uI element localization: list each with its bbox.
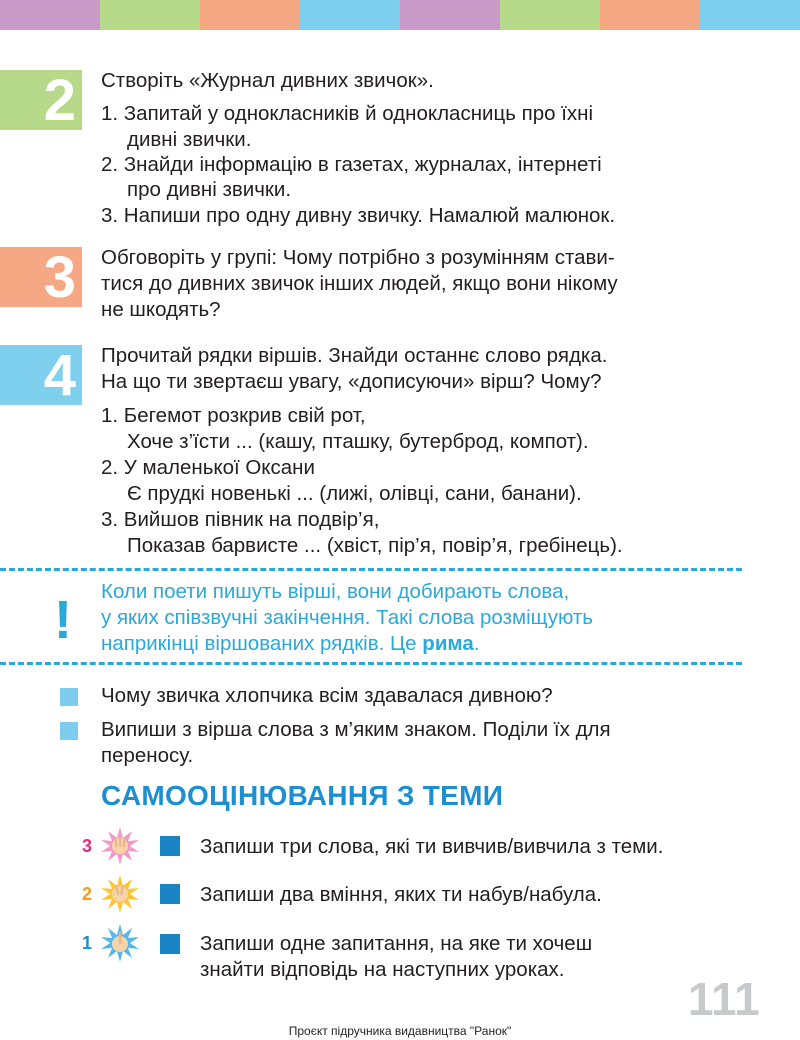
question-bullet-icon	[60, 722, 78, 740]
task-4-line: 2. У маленької Оксани	[101, 456, 315, 479]
question-2: Випиши з вірша слова з м’яким знаком. Поділи їх для	[101, 718, 611, 741]
task-4-line: На що ти звертаєш увагу, «дописуючи» вірш? Чому?	[101, 370, 602, 393]
task-2-line: 2. Знайди інформацію в газетах, журналах, інтернеті	[101, 153, 602, 176]
rhyme-term: рима	[422, 632, 474, 655]
note-line: Коли поети пишуть вірші, вони добирають слова,	[101, 580, 570, 603]
task-marker-icon	[160, 934, 180, 954]
task-marker-icon	[160, 884, 180, 904]
task-number-3: 3	[0, 247, 82, 307]
task-2-line: 1. Запитай у однокласників й однокласниць про їхні	[101, 102, 594, 125]
note-text: наприкінці віршованих рядків. Це	[101, 632, 423, 655]
task-4-line: Прочитай рядки віршів. Знайди останнє слово рядка.	[101, 344, 608, 367]
task-4-line: Показав барвисте ... (хвіст, пір’я, повір’я, гребінець).	[127, 534, 623, 557]
stripe	[500, 0, 600, 30]
one-finger-star-icon	[100, 923, 140, 963]
task-4-line: 1. Бегемот розкрив свій рот,	[101, 404, 366, 427]
task-2-line: дивні звички.	[127, 128, 252, 151]
level-number: 2	[82, 884, 93, 904]
task-4-line: 3. Вийшов півник на подвір’я,	[101, 508, 380, 531]
note-divider-top	[0, 568, 742, 571]
stripe	[0, 0, 100, 30]
level-number: 3	[82, 836, 93, 856]
page-number: 111	[688, 973, 760, 1025]
three-fingers-star-icon	[100, 826, 140, 866]
task-4-line: Є прудкі новенькі ... (лижі, олівці, сани, банани).	[127, 482, 582, 505]
two-fingers-star-icon	[100, 874, 140, 914]
question-2-continued: переносу.	[101, 744, 194, 767]
self-assessment-task-1: Запиши одне запитання, на яке ти хочеш	[200, 932, 593, 955]
note-text: .	[473, 632, 480, 655]
task-marker-icon	[160, 836, 180, 856]
self-assessment-task-1-continued: знайти відповідь на наступних уроках.	[200, 958, 565, 981]
question-1: Чому звичка хлопчика всім здавалася дивною?	[101, 684, 553, 707]
stripe	[400, 0, 500, 30]
task-3-line: тися до дивних звичок інших людей, якщо вони нікому	[101, 272, 618, 295]
exclamation-icon: !	[54, 590, 72, 650]
stripe	[600, 0, 700, 30]
self-assessment-task-3: Запиши три слова, які ти вивчив/вивчила з теми.	[200, 835, 664, 858]
task-2-line: про дивні звички.	[127, 178, 292, 201]
stripe	[100, 0, 200, 30]
footer-credit: Проєкт підручника видавництва "Ранок"	[288, 1024, 512, 1038]
task-2-line: 3. Напиши про одну дивну звичку. Намалюй малюнок.	[101, 204, 616, 227]
task-3-line: не шкодять?	[101, 298, 221, 321]
note-line: у яких співзвучні закінчення. Такі слова розміщують	[101, 606, 593, 629]
self-assessment-heading: САМООЦІНЮВАННЯ З ТЕМИ	[101, 780, 504, 811]
level-number: 1	[82, 933, 93, 953]
stripe	[200, 0, 300, 30]
stripe	[300, 0, 400, 30]
task-2-title: Створіть «Журнал дивних звичок».	[101, 69, 434, 92]
note-line	[101, 631, 479, 657]
task-3-line: Обговоріть у групі: Чому потрібно з розумінням стави-	[101, 246, 615, 269]
task-4-line: Хоче з’їсти ... (кашу, пташку, бутерброд, компот).	[127, 430, 589, 453]
question-bullet-icon	[60, 688, 78, 706]
stripe	[700, 0, 800, 30]
self-assessment-task-2: Запиши два вміння, яких ти набув/набула.	[200, 883, 602, 906]
task-number-2: 2	[0, 70, 82, 130]
note-divider-bottom	[0, 662, 742, 665]
task-number-4: 4	[0, 345, 82, 405]
